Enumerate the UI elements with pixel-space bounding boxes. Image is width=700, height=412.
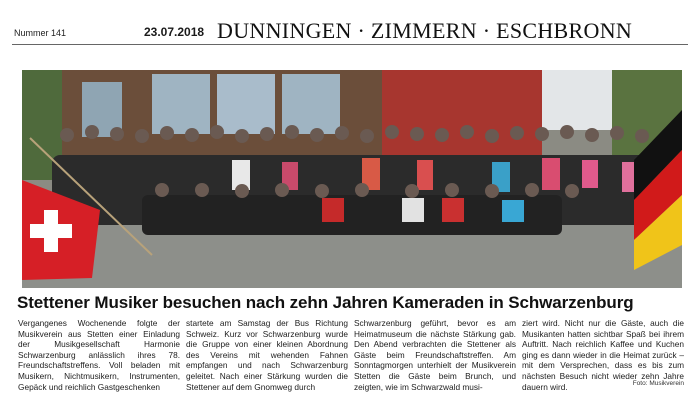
article-column-4: ziert wird. Nicht nur die Gäste, auch die Musikanten hatten sichtbar Spaß bei ihrem Auftritt. Nach reichlich Kaffee und Kuchen ging es dann wieder in die Heimat zurück – mit dem Versprechen, dass es bis zum nächsten Besuch nicht wieder zehn Jahre dauern wird.: [522, 318, 684, 392]
photo-credit: Foto: Musikverein: [632, 380, 684, 387]
masthead: [12, 16, 688, 42]
masthead-rule: [12, 44, 688, 45]
article-body: [18, 318, 684, 408]
group-photo: [22, 70, 682, 288]
edition-title: DUNNINGEN · ZIMMERN · ESCHBRONN: [217, 18, 633, 43]
article-headline: Stettener Musiker besuchen nach zehn Jahren Kameraden in Schwarzenburg: [17, 293, 634, 312]
group-photo-illustration: [22, 70, 682, 288]
article-column-1: Vergangenes Wochenende folgte der Musikverein aus Stetten einer Einladung der Musikgesellschaft Harmonie Schwarzenburg anlässlich ihres 78. Freundschaftstreffens. Voll beladen mit Musikern, Nichtmusikern, Instrumenten, Gepäck und reichlich Gastgeschenken: [18, 318, 180, 392]
article-column-3: Schwarzenburg geführt, bevor es am Heimatmuseum die nächste Stärkung gab. Den Abend verbrachten die Stettener als Gäste beim Freundschaftstreffen. Am Sonntagmorgen unterhielt der Musikverein Stetten die Gäste beim Brunch, und zeigten, wie im Schwarzwald musi-: [354, 318, 516, 392]
issue-number: Nummer 141: [14, 28, 67, 38]
article-column-2: startete am Samstag der Bus Richtung Schweiz. Kurz vor Schwarzenburg wurde die Gruppe von einer kleinen Abordnung des Vereins mit wehenden Fahnen empfangen und nach Schwarzenburg geleitet. Nach einer Stärkung wurden die Stettener auf dem Gnomweg durch: [186, 318, 348, 392]
issue-date: 23.07.2018: [144, 25, 205, 39]
